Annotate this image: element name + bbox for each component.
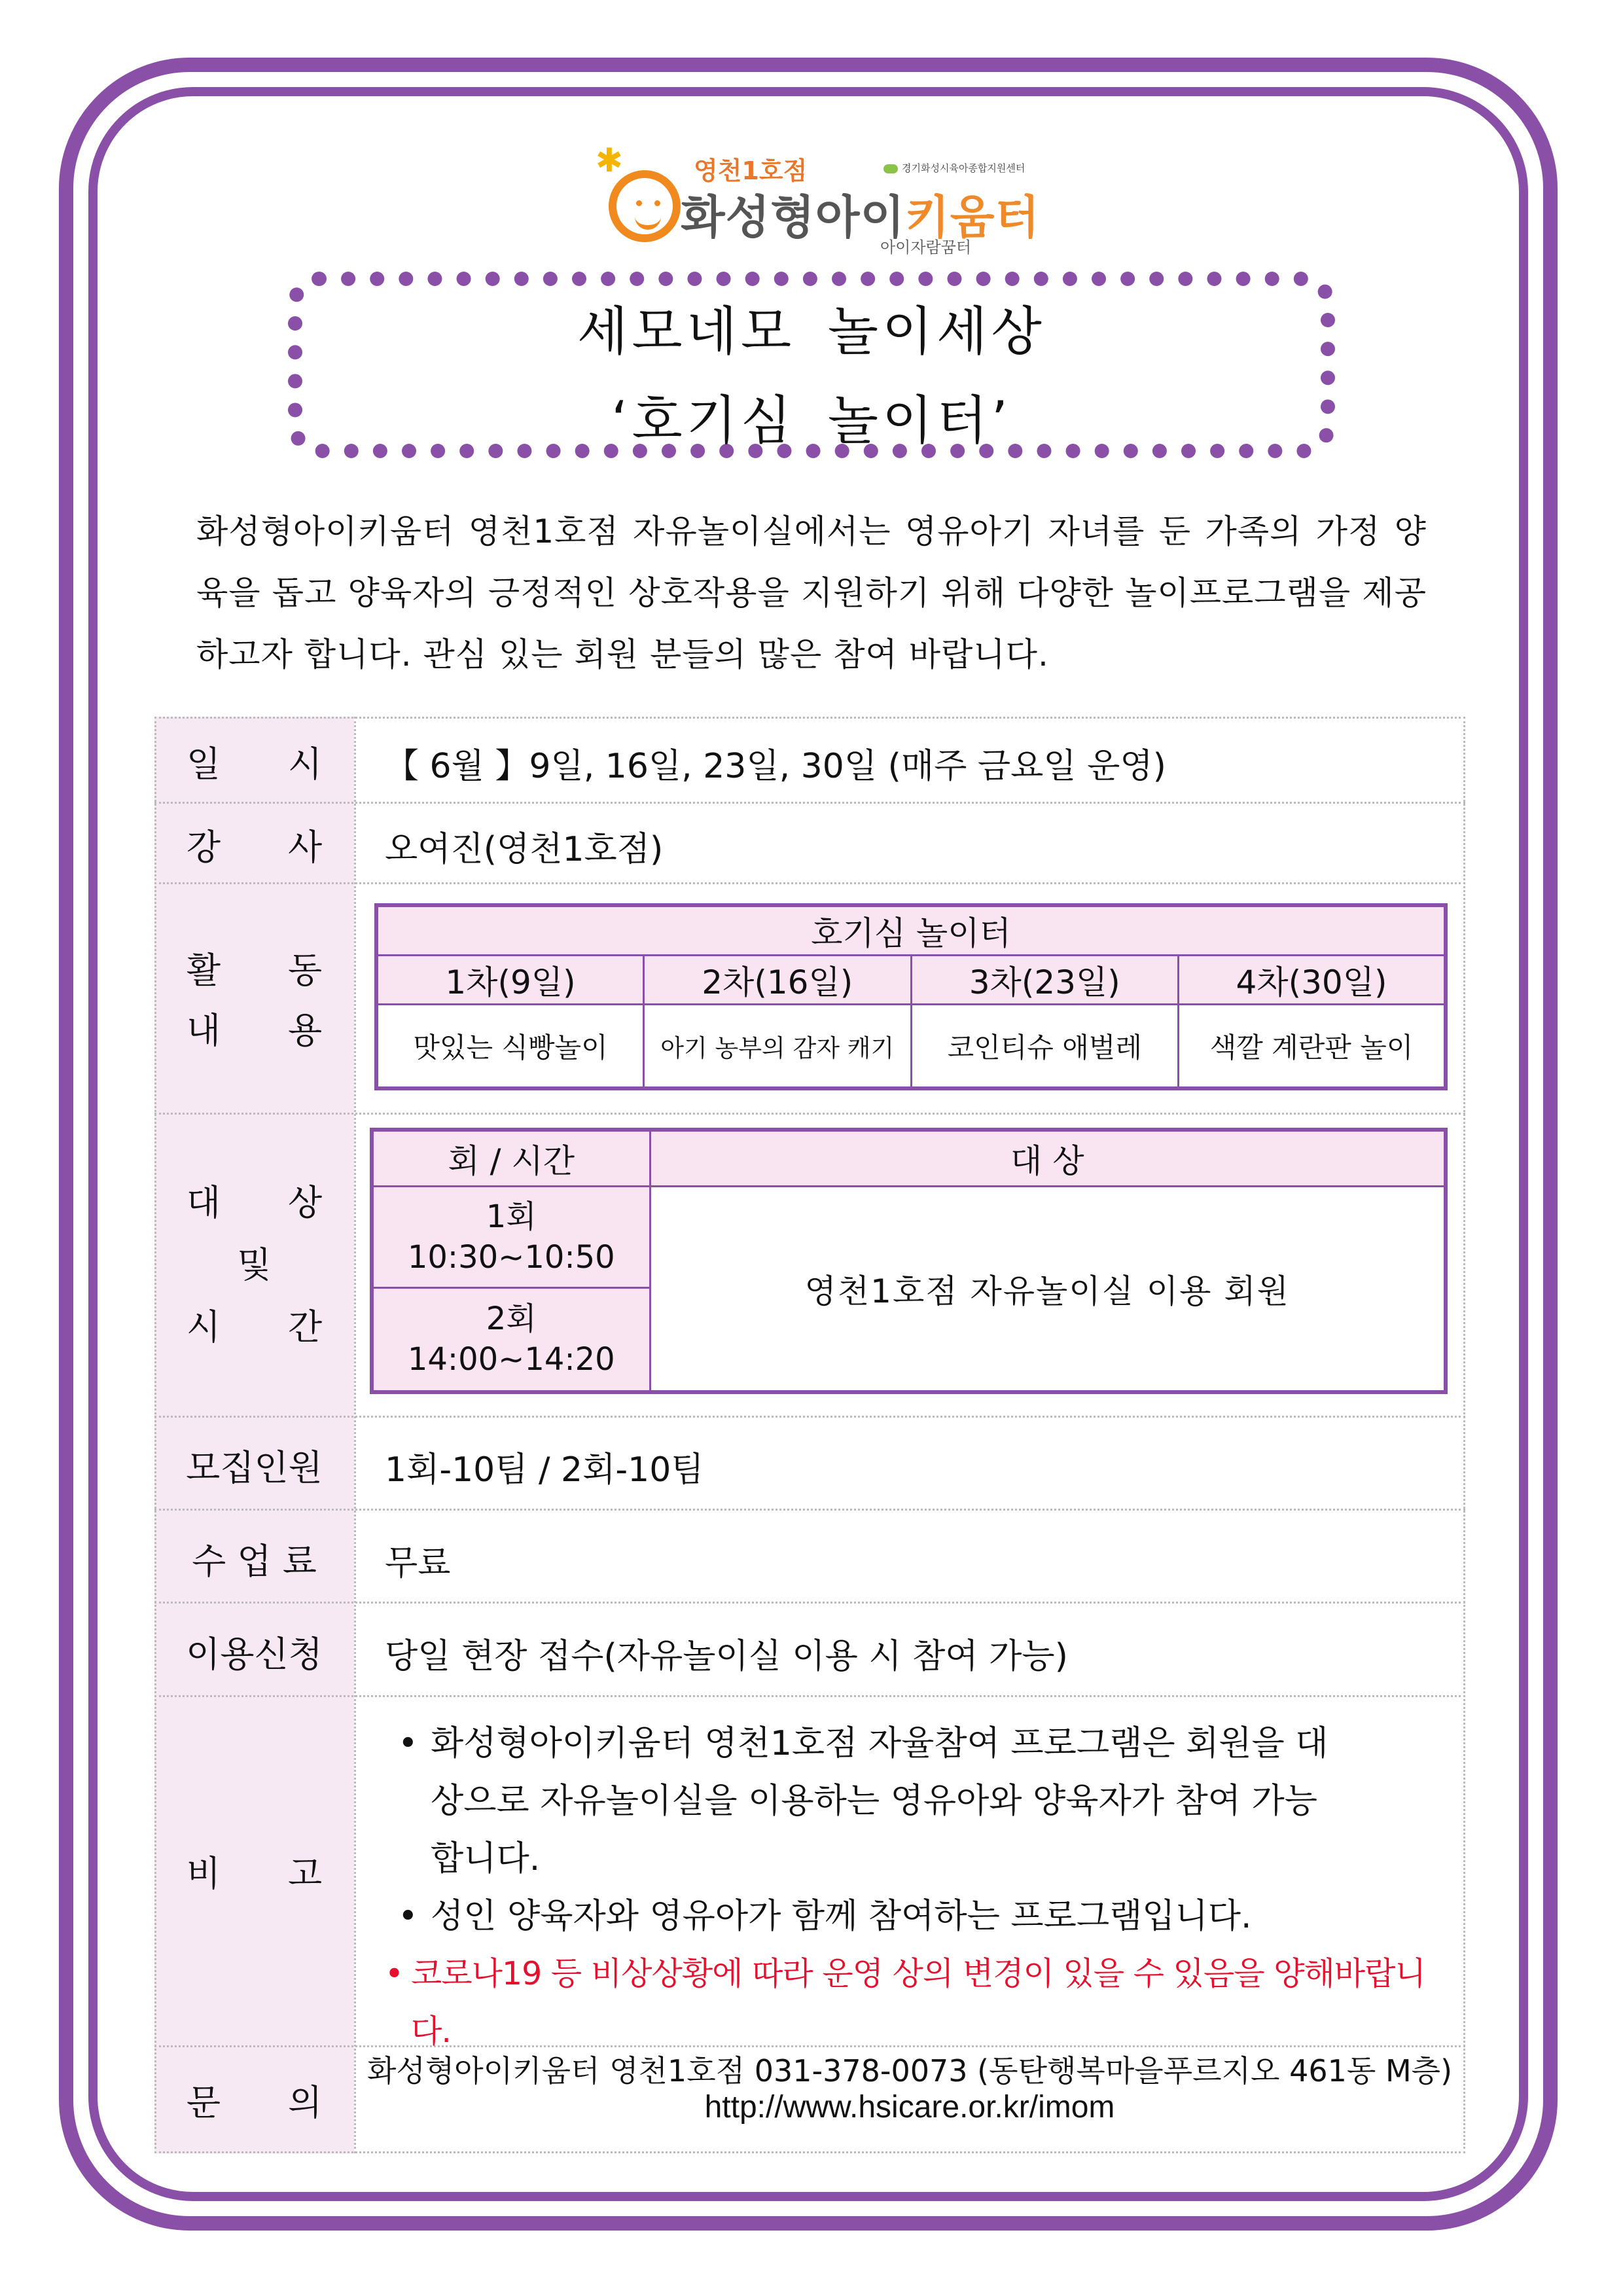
note-item [385,1715,1438,1772]
row-divider [154,882,1465,884]
fee-value: 무료 [385,1544,451,1583]
time-slot-time: 14:00~14:20 [407,1341,615,1378]
note-text: 성인 양육자와 영유아가 함께 참여하는 프로그램입니다. [431,1897,1252,1936]
fee-label: 수 업 료 [192,1541,317,1582]
session-round: 2차(16일) [644,956,912,1005]
target-label-line2: 및 [237,1244,272,1285]
activity-table-title: 호기심 놀이터 [376,905,1446,956]
target-label-line1: 대 상 [186,1182,323,1223]
center-logo-icon [883,164,898,173]
bullet-icon: • [398,1724,418,1763]
row-divider [154,1416,1465,1418]
bullet-icon: • [398,1897,418,1936]
time-slot-round: 2회 [486,1300,537,1338]
logo-name-part1: 화성형 [681,190,815,244]
time-slot [372,1186,650,1287]
apply-label: 이용신청 [186,1634,323,1675]
time-slot [372,1287,650,1392]
note-text: 화성형아이키움터 영천1호점 자율참여 프로그램은 회원을 대 [431,1724,1329,1763]
session-content: 아기 농부의 감자 캐기 [644,1005,912,1089]
session-content: 코인티슈 애벌레 [911,1005,1179,1089]
notes-label: 비 고 [186,1853,323,1894]
smiley-face-icon [609,170,681,242]
session-content: 색깔 계란판 놀이 [1179,1005,1446,1089]
note-text: 상으로 자유놀이실을 이용하는 영유아와 양육자가 참여 가능 [431,1782,1317,1821]
logo-name [681,181,1040,247]
contact-url[interactable]: http://www.hsicare.or.kr/imom [704,2090,1115,2125]
contact-info: 화성형아이키움터 영천1호점 031-378-0073 (동탄행복마을푸르지오 461동 M층) [366,2053,1453,2089]
logo [596,137,1041,255]
date-value: 【 6월 】9일, 16일, 23일, 30일 (매주 금요일 운영) [385,747,1166,786]
title-line2: ‘호기심 놀이터’ [611,390,1012,451]
table-divider [354,717,356,2153]
activity-label-line2: 내 용 [186,1010,323,1051]
note-item [385,1888,1438,1945]
schedule-table [370,1128,1448,1394]
date-label: 일 시 [186,744,323,785]
target-column-header: 대 상 [650,1130,1446,1186]
activity-table [374,903,1448,1090]
time-column-header: 회 / 시간 [372,1130,650,1186]
logo-center-text: 경기화성시육아종합지원센터 [902,162,1026,174]
row-divider [154,1602,1465,1604]
warning-item [385,1945,1438,2060]
activity-label-line1: 활 동 [186,950,323,991]
intro-paragraph: 화성형아이키움터 영천1호점 자유놀이실에서는 영유아기 자녀를 둔 가족의 가정 양육을 돕고 양육자의 긍정적인 상호작용을 지원하기 위해 다양한 놀이프로그램을 제공하고자 합니다. 관심 있는 회원 분들의 많은 참여 바랍니다. [196,512,1427,673]
time-slot-time: 10:30~10:50 [407,1238,615,1276]
session-round: 3차(23일) [911,956,1179,1005]
row-divider [154,802,1465,804]
note-text: 합니다. [431,1839,541,1878]
logo-name-part2: 아이 [815,190,906,244]
note-item-continued [385,1772,1438,1830]
bullet-icon: • [385,1955,403,1992]
title-line1: 세모네모 놀이세상 [577,301,1046,362]
session-round: 4차(30일) [1179,956,1446,1005]
time-slot-round: 1회 [486,1198,537,1235]
target-label-line3: 시 간 [186,1306,323,1348]
instructor-value: 오여진(영천1호점) [385,830,664,869]
apply-value: 당일 현장 접수(자유놀이실 이용 시 참여 가능) [385,1637,1068,1676]
logo-center-name [883,161,1025,175]
session-content: 맛있는 식빵놀이 [376,1005,644,1089]
session-round: 1차(9일) [376,956,644,1005]
instructor-label: 강 사 [186,827,323,868]
logo-name-part3: 키움터 [905,190,1040,244]
row-divider [154,1509,1465,1511]
logo-subtitle: 아이자람꿈터 [880,238,972,257]
note-item-continued [385,1830,1438,1888]
contact-label: 문 의 [186,2082,323,2123]
target-value: 영천1호점 자유놀이실 이용 회원 [650,1186,1446,1392]
star-icon: ✱ [596,141,623,179]
warning-text: 코로나19 등 비상상황에 따라 운영 상의 변경이 있을 수 있음을 양해바랍니다. [411,1955,1425,2050]
notes-list [385,1715,1438,2060]
capacity-label: 모집인원 [186,1447,323,1488]
row-divider [154,1113,1465,1115]
row-divider [154,1695,1465,1697]
logo-branch: 영천1호점 [694,156,808,185]
capacity-value: 1회-10팀 / 2회-10팀 [385,1450,704,1490]
